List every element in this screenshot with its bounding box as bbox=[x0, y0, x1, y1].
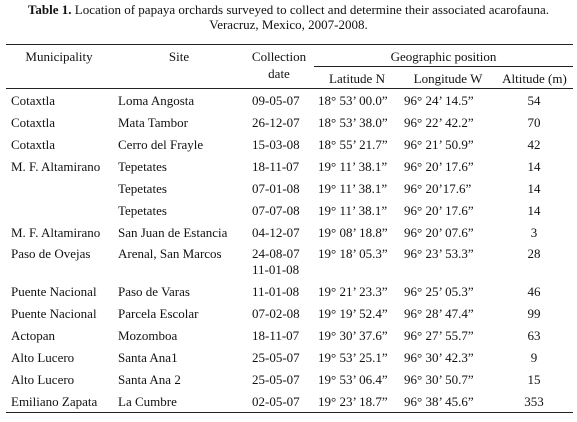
cell-municipality: Puente Nacional bbox=[11, 284, 97, 299]
cell-collection-date: 02-05-07 bbox=[252, 394, 300, 409]
cell-site: Paso de Varas bbox=[118, 284, 190, 299]
cell-altitude: 99 bbox=[527, 306, 541, 321]
cell-site: Tepetates bbox=[118, 159, 167, 174]
cell-longitude: 96° 20’ 17.6” bbox=[404, 203, 474, 218]
cell-collection-date: 15-03-08 bbox=[252, 137, 300, 152]
cell-longitude: 96° 23’ 53.3” bbox=[404, 246, 474, 261]
cell-collection-date: 09-05-07 bbox=[252, 93, 300, 108]
header-latitude: Latitude N bbox=[329, 71, 385, 86]
cell-collection-date: 11-01-08 bbox=[252, 284, 300, 299]
cell-latitude: 18° 53’ 00.0” bbox=[318, 93, 388, 108]
cell-longitude: 96° 38’ 45.6” bbox=[404, 394, 474, 409]
cell-municipality: Actopan bbox=[11, 328, 56, 343]
header-geographic-position: Geographic position bbox=[390, 49, 497, 64]
caption-line-2: Veracruz, Mexico, 2007-2008. bbox=[209, 17, 368, 32]
cell-site: Santa Ana1 bbox=[118, 350, 178, 365]
caption-title: Location of papaya orchards surveyed to collect and determine their associated acarofauna. bbox=[74, 2, 550, 17]
cell-latitude: 19° 30’ 37.6” bbox=[318, 328, 388, 343]
cell-longitude: 96° 28’ 47.4” bbox=[404, 306, 474, 321]
cell-collection-date: 04-12-07 bbox=[252, 225, 300, 240]
header-collection-line1: Collection bbox=[251, 49, 307, 64]
cell-altitude: 54 bbox=[527, 93, 541, 108]
cell-municipality: Puente Nacional bbox=[11, 306, 97, 321]
cell-collection-date-2: 11-01-08 bbox=[252, 262, 300, 277]
caption-label: Table 1. bbox=[27, 2, 72, 17]
cell-latitude: 19° 11’ 38.1” bbox=[318, 203, 388, 218]
cell-latitude: 19° 11’ 38.1” bbox=[318, 181, 388, 196]
cell-altitude: 14 bbox=[527, 203, 541, 218]
cell-longitude: 96° 27’ 55.7” bbox=[404, 328, 474, 343]
cell-site: Tepetates bbox=[118, 181, 167, 196]
cell-site: Cerro del Frayle bbox=[118, 137, 204, 152]
cell-site: Mozomboa bbox=[118, 328, 178, 343]
cell-altitude: 15 bbox=[527, 372, 541, 387]
cell-latitude: 19° 21’ 23.3” bbox=[318, 284, 388, 299]
cell-municipality: M. F. Altamirano bbox=[11, 225, 101, 240]
geo-subheader-rule bbox=[314, 66, 573, 67]
cell-latitude: 19° 53’ 25.1” bbox=[318, 350, 388, 365]
cell-site: Santa Ana 2 bbox=[118, 372, 181, 387]
cell-longitude: 96° 20’ 17.6” bbox=[404, 159, 474, 174]
cell-longitude: 96° 30’ 42.3” bbox=[404, 350, 474, 365]
cell-altitude: 14 bbox=[527, 159, 541, 174]
cell-collection-date: 24-08-07 bbox=[252, 246, 300, 261]
cell-municipality: Alto Lucero bbox=[11, 372, 75, 387]
cell-site: Loma Angosta bbox=[118, 93, 195, 108]
cell-longitude: 96° 21’ 50.9” bbox=[404, 137, 474, 152]
cell-site: Mata Tambor bbox=[118, 115, 188, 130]
top-rule bbox=[6, 44, 573, 45]
cell-collection-date: 07-02-08 bbox=[252, 306, 300, 321]
cell-collection-date: 07-07-08 bbox=[252, 203, 300, 218]
cell-site: La Cumbre bbox=[118, 394, 177, 409]
cell-longitude: 96° 30’ 50.7” bbox=[404, 372, 474, 387]
cell-collection-date: 25-05-07 bbox=[252, 350, 300, 365]
cell-municipality: Cotaxtla bbox=[11, 115, 56, 130]
cell-altitude: 3 bbox=[530, 225, 538, 240]
cell-longitude: 96° 25’ 05.3” bbox=[404, 284, 474, 299]
header-municipality: Municipality bbox=[25, 49, 93, 64]
cell-longitude: 96° 22’ 42.2” bbox=[404, 115, 474, 130]
cell-municipality: Paso de Ovejas bbox=[11, 246, 91, 261]
header-bottom-rule bbox=[6, 88, 573, 89]
cell-altitude: 70 bbox=[527, 115, 541, 130]
cell-latitude: 19° 23’ 18.7” bbox=[318, 394, 388, 409]
header-altitude: Altitude (m) bbox=[502, 71, 567, 86]
cell-municipality: Emiliano Zapata bbox=[11, 394, 98, 409]
bottom-rule bbox=[6, 412, 573, 413]
cell-site: San Juan de Estancia bbox=[118, 225, 228, 240]
cell-municipality: M. F. Altamirano bbox=[11, 159, 101, 174]
cell-municipality: Cotaxtla bbox=[11, 137, 56, 152]
cell-longitude: 96° 24’ 14.5” bbox=[404, 93, 474, 108]
header-collection-line2: date bbox=[268, 66, 290, 81]
cell-municipality: Alto Lucero bbox=[11, 350, 75, 365]
cell-collection-date: 18-11-07 bbox=[252, 328, 300, 343]
header-longitude: Longitude W bbox=[413, 71, 483, 86]
cell-latitude: 19° 08’ 18.8” bbox=[318, 225, 388, 240]
cell-latitude: 19° 11’ 38.1” bbox=[318, 159, 388, 174]
cell-altitude: 9 bbox=[530, 350, 538, 365]
cell-latitude: 18° 55’ 21.7” bbox=[318, 137, 388, 152]
cell-municipality: Cotaxtla bbox=[11, 93, 56, 108]
cell-collection-date: 26-12-07 bbox=[252, 115, 300, 130]
header-site: Site bbox=[168, 49, 190, 64]
cell-site: Parcela Escolar bbox=[118, 306, 199, 321]
cell-altitude: 14 bbox=[527, 181, 541, 196]
table-caption bbox=[0, 2, 577, 32]
cell-latitude: 18° 53’ 38.0” bbox=[318, 115, 388, 130]
cell-site: Arenal, San Marcos bbox=[118, 246, 222, 261]
cell-latitude: 19° 19’ 52.4” bbox=[318, 306, 388, 321]
cell-collection-date: 07-01-08 bbox=[252, 181, 300, 196]
cell-altitude: 63 bbox=[527, 328, 541, 343]
cell-latitude: 19° 53’ 06.4” bbox=[318, 372, 388, 387]
cell-collection-date: 25-05-07 bbox=[252, 372, 300, 387]
caption-line-1 bbox=[0, 2, 577, 17]
cell-collection-date: 18-11-07 bbox=[252, 159, 300, 174]
cell-latitude: 19° 18’ 05.3” bbox=[318, 246, 388, 261]
cell-site: Tepetates bbox=[118, 203, 167, 218]
cell-longitude: 96° 20’ 07.6” bbox=[404, 225, 474, 240]
cell-altitude: 46 bbox=[527, 284, 541, 299]
cell-altitude: 28 bbox=[527, 246, 541, 261]
cell-altitude: 353 bbox=[524, 394, 544, 409]
cell-altitude: 42 bbox=[527, 137, 541, 152]
cell-longitude: 96° 20’17.6” bbox=[404, 181, 472, 196]
